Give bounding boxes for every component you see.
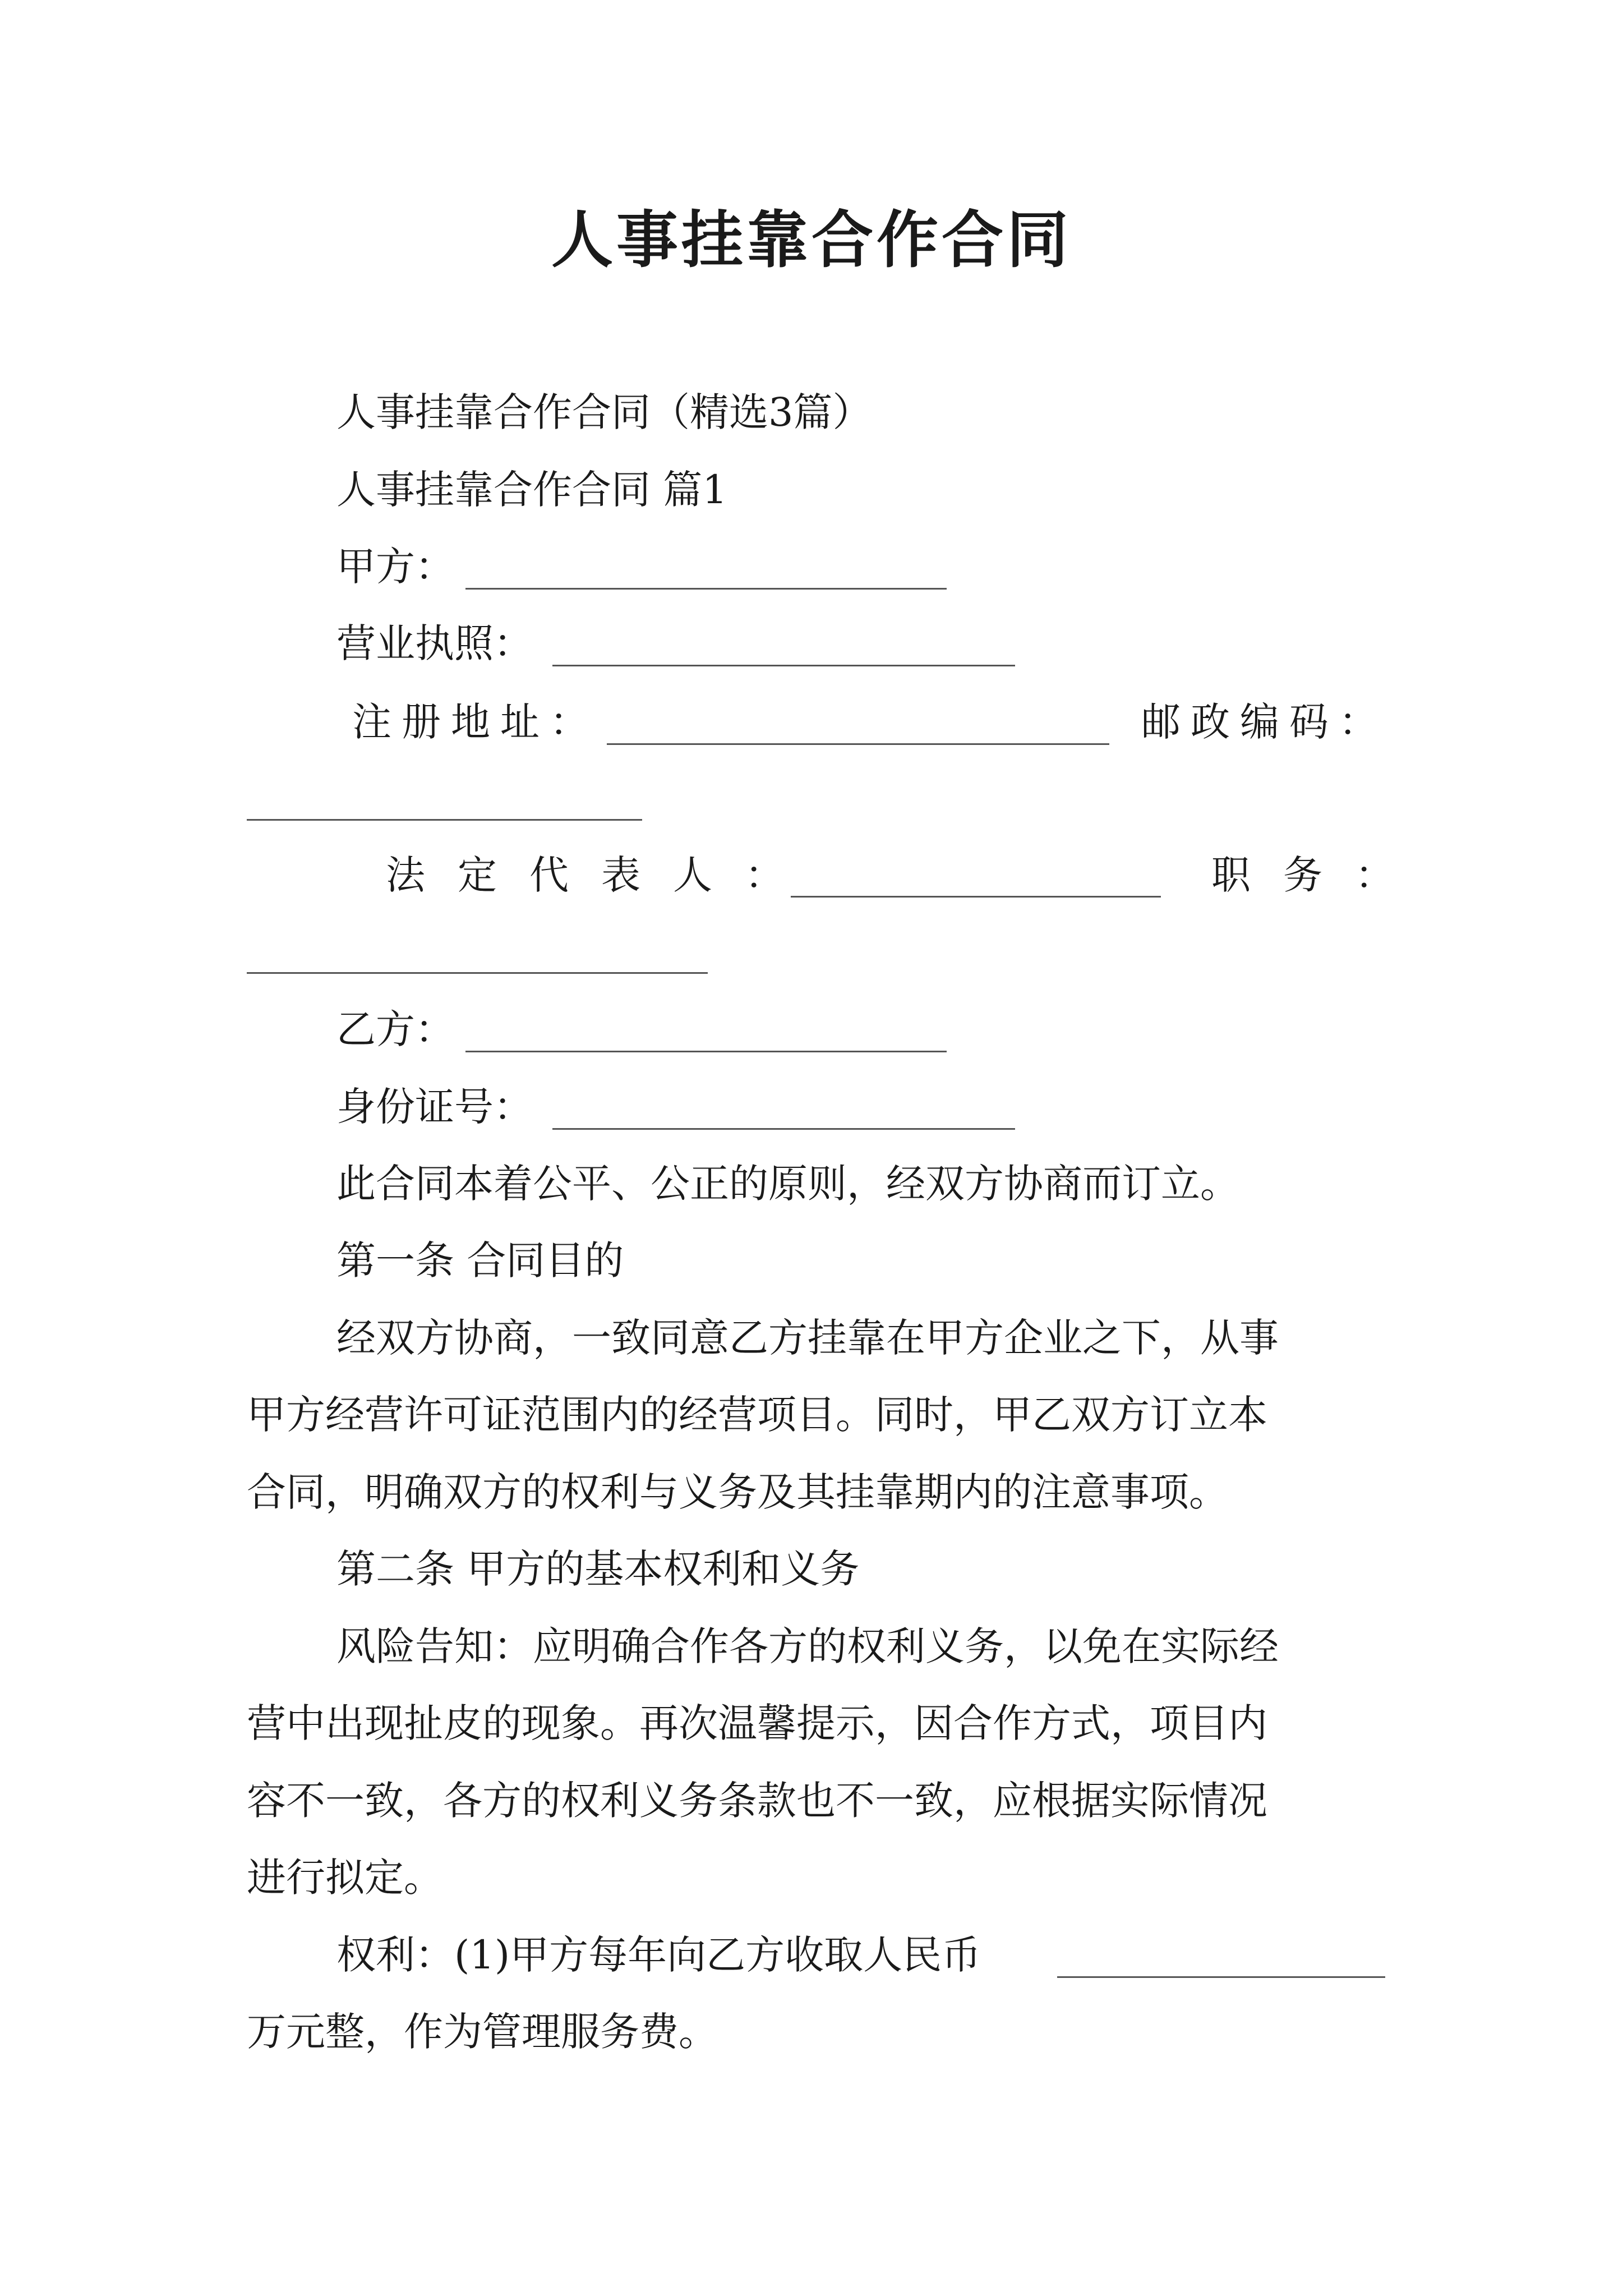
risk-notice-line-3: 容不一致，各方的权利义务条款也不一致，应根据实际情况 (247, 1778, 1267, 1824)
registered-address-blank[interactable] (607, 743, 1109, 745)
party-a-label: 甲方： (336, 544, 454, 590)
article-1-line-3: 合同，明确双方的权利与义务及其挂靠期内的注意事项。 (247, 1469, 1228, 1515)
postal-code-label: 邮政编码： (1141, 699, 1388, 745)
id-number-blank[interactable] (552, 1128, 1015, 1130)
article-2-title: 第二条 甲方的基本权利和义务 (336, 1546, 860, 1592)
id-number-label: 身份证号： (336, 1084, 533, 1130)
registered-address-label: 注册地址： (352, 699, 599, 745)
party-a-blank[interactable] (465, 588, 947, 590)
position-blank[interactable] (247, 972, 708, 974)
party-b-label: 乙方： (336, 1006, 454, 1052)
legal-rep-blank[interactable] (791, 896, 1161, 898)
article-1-title: 第一条 合同目的 (336, 1237, 624, 1283)
subtitle: 人事挂靠合作合同（精选3篇） (336, 389, 872, 435)
article-1-line-2: 甲方经营许可证范围内的经营项目。同时，甲乙双方订立本 (247, 1392, 1267, 1438)
document-title: 人事挂靠合作合同 (551, 204, 1072, 276)
intro-paragraph: 此合同本着公平、公正的原则，经双方协商而订立。 (336, 1161, 1239, 1207)
postal-code-blank[interactable] (247, 819, 642, 821)
legal-rep-label: 法定代表人： (386, 852, 817, 898)
risk-notice-line-2: 营中出现扯皮的现象。再次温馨提示，因合作方式，项目内 (247, 1700, 1267, 1746)
article-1-line-1: 经双方协商，一致同意乙方挂靠在甲方企业之下，从事 (336, 1315, 1279, 1361)
management-fee-blank[interactable] (1057, 1976, 1385, 1978)
risk-notice-line-4: 进行拟定。 (247, 1855, 443, 1901)
rights-line-2: 万元整，作为管理服务费。 (247, 2009, 718, 2055)
business-license-label: 营业执照： (336, 620, 533, 666)
position-label: 职务： (1211, 852, 1427, 898)
business-license-blank[interactable] (552, 665, 1015, 666)
risk-notice-line-1: 风险告知：应明确合作各方的权利义务，以免在实际经 (336, 1623, 1279, 1669)
section-heading: 人事挂靠合作合同 篇1 (336, 467, 727, 513)
rights-line-1: 权利：(1)甲方每年向乙方收取人民币 (336, 1932, 981, 1978)
party-b-blank[interactable] (465, 1051, 947, 1052)
